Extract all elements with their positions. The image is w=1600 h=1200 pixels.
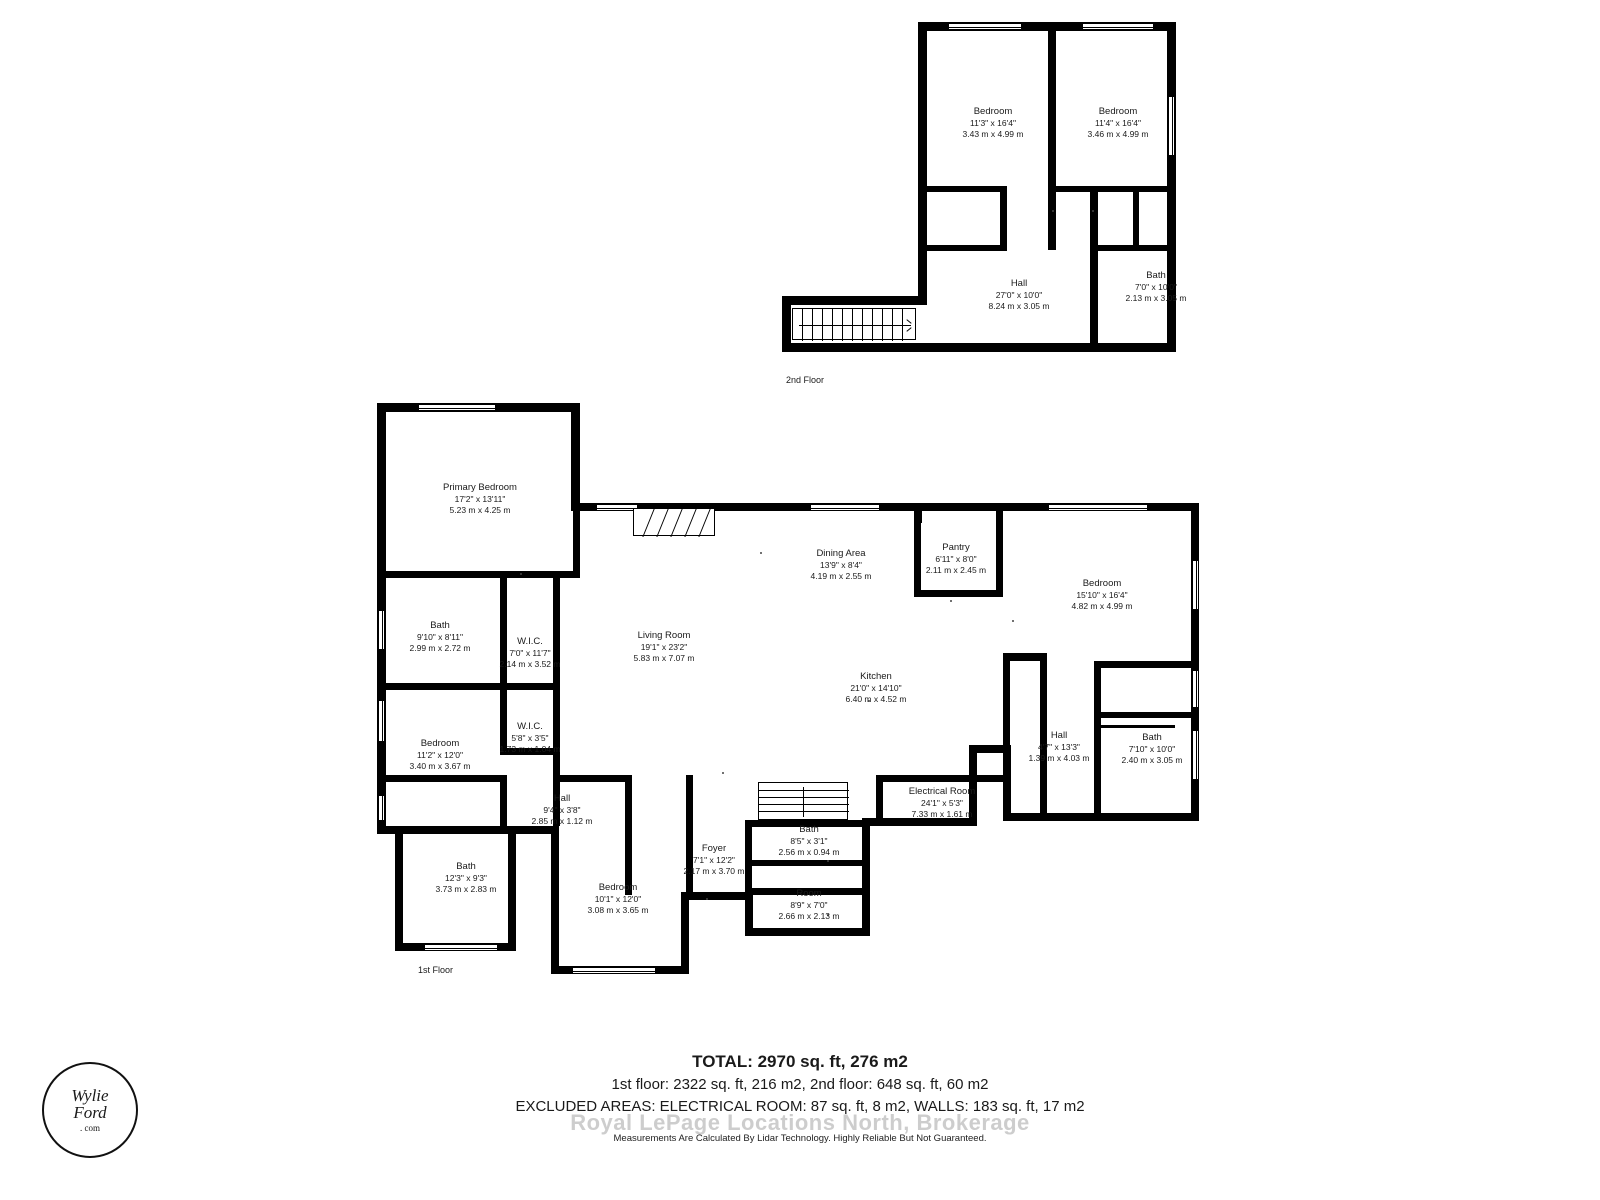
wall: [1000, 186, 1007, 250]
room-label: Foyer 7'1" x 12'2" 2.17 m x 3.70 m: [683, 843, 745, 877]
room-label: Bath 8'5" x 3'1" 2.56 m x 0.94 m: [778, 824, 840, 858]
room-label: W.I.C. 7'0" x 11'7" 2.14 m x 3.52 m: [499, 636, 561, 670]
wall: [500, 683, 560, 690]
room-label: Room 8'9" x 7'0" 2.66 m x 2.13 m: [778, 888, 840, 922]
wall: [782, 296, 927, 305]
window: [863, 874, 870, 876]
wall: [559, 775, 632, 782]
floor-tag-first: 1st Floor: [418, 965, 454, 975]
room-label: Bath 7'10" x 10'0" 2.40 m x 3.05 m: [1121, 732, 1183, 766]
wall: [500, 571, 507, 689]
wall: [377, 571, 507, 578]
wall: [1048, 22, 1056, 250]
wall: [1003, 745, 1011, 821]
staircase: [758, 782, 848, 820]
wall: [395, 826, 403, 951]
room-label: Bedroom 11'2" x 12'0" 3.40 m x 3.67 m: [409, 738, 471, 772]
staircase: [792, 308, 916, 340]
wall: [395, 826, 559, 834]
window: [1048, 504, 1148, 511]
window: [424, 944, 498, 951]
window: [596, 504, 638, 511]
watermark: Royal LePage Locations North, Brokerage: [570, 1110, 1030, 1135]
room-label: Bedroom 10'1" x 12'0" 3.08 m x 3.65 m: [587, 882, 649, 916]
room-label: W.I.C. 5'8" x 3'5" 1.73 m x 1.04 m: [499, 721, 561, 755]
window: [1082, 23, 1154, 30]
wall: [862, 818, 870, 936]
room-label: Bath 7'0" x 10'0" 2.13 m x 3.05 m: [1125, 270, 1187, 304]
window: [572, 967, 656, 974]
summary-disclaimer: Measurements Are Calculated By Lidar Technology. Highly Reliable But Not Guaranteed.: [613, 1133, 987, 1144]
wall: [927, 245, 1007, 251]
wall: [1094, 661, 1192, 668]
room-label: Bedroom 15'10" x 16'4" 4.82 m x 4.99 m: [1071, 578, 1133, 612]
logo-line-2: Ford: [73, 1103, 107, 1123]
staircase-upper: [633, 508, 715, 536]
room-label: Living Room 19'1" x 23'2" 5.83 m x 7.07 m: [633, 630, 695, 664]
wall: [686, 775, 693, 895]
room-label: Pantry 6'11" x 8'0" 2.11 m x 2.45 m: [925, 542, 987, 576]
wall: [918, 22, 927, 290]
window: [378, 795, 385, 821]
window: [1192, 560, 1199, 610]
room-label: Bath 12'3" x 9'3" 3.73 m x 2.83 m: [435, 861, 497, 895]
wall: [500, 775, 507, 827]
wall: [876, 775, 883, 821]
window: [948, 23, 1022, 30]
wall: [1003, 653, 1010, 753]
wall: [377, 826, 403, 834]
wall: [752, 860, 864, 866]
wall: [745, 928, 870, 936]
room-label: Hall 9'4" x 3'8" 2.85 m x 1.12 m: [531, 793, 593, 827]
wall: [377, 683, 507, 690]
room-label: Kitchen 21'0" x 14'10" 6.40 m x 4.52 m: [845, 671, 907, 705]
room-label: Hall 27'0" x 10'0" 8.24 m x 3.05 m: [988, 278, 1050, 312]
room-label: Bedroom 11'4" x 16'4" 3.46 m x 4.99 m: [1087, 106, 1149, 140]
wall: [1094, 712, 1192, 718]
wall: [571, 403, 580, 510]
window: [378, 610, 385, 650]
wall: [377, 775, 507, 782]
floor-tag-second: 2nd Floor: [786, 375, 825, 385]
wall: [1003, 813, 1199, 821]
room-label: Hall 4'7" x 13'3" 1.39 m x 4.03 m: [1028, 730, 1090, 764]
wall: [782, 343, 1176, 352]
wall: [573, 510, 580, 578]
wall: [1056, 186, 1090, 192]
summary-total: [0, 1052, 1600, 1072]
wall: [1101, 725, 1175, 728]
summary-breakdown: 1st floor: 2322 sq. ft, 216 m2, 2nd floor: 648 sq. ft, 60 m2: [611, 1076, 989, 1093]
wall: [551, 826, 559, 974]
room-label: Dining Area 13'9" x 8'4" 4.19 m x 2.55 m: [810, 548, 872, 582]
window: [1192, 670, 1199, 708]
window: [378, 700, 385, 742]
logo-line-1: Wylie: [71, 1086, 109, 1106]
room-label: Primary Bedroom 17'2" x 13'11" 5.23 m x 4.25 m: [443, 482, 517, 516]
total-area: TOTAL: 2970 sq. ft, 276 m2: [692, 1052, 908, 1071]
window: [418, 404, 496, 411]
summary-excluded: EXCLUDED AREAS: ELECTRICAL ROOM: 87 sq. ft, 8 m2, WALLS: 183 sq. ft, 17 m2: [515, 1098, 1085, 1115]
wall: [500, 571, 580, 578]
wall: [681, 892, 689, 974]
wall: [876, 775, 1004, 782]
wall: [553, 578, 560, 690]
room-label: Bath 9'10" x 8'11" 2.99 m x 2.72 m: [409, 620, 471, 654]
wall: [1133, 192, 1139, 246]
wall: [914, 590, 1002, 597]
wall: [918, 255, 927, 305]
room-label: Bedroom 11'3" x 16'4" 3.43 m x 4.99 m: [962, 106, 1024, 140]
wall: [625, 775, 632, 895]
window: [810, 504, 880, 511]
logo-line-3: . com: [80, 1122, 100, 1133]
room-label: Electrical Room 24'1" x 5'3" 7.33 m x 1.61 m: [908, 786, 976, 820]
wall: [927, 186, 1007, 192]
brand-logo: [42, 1062, 138, 1158]
